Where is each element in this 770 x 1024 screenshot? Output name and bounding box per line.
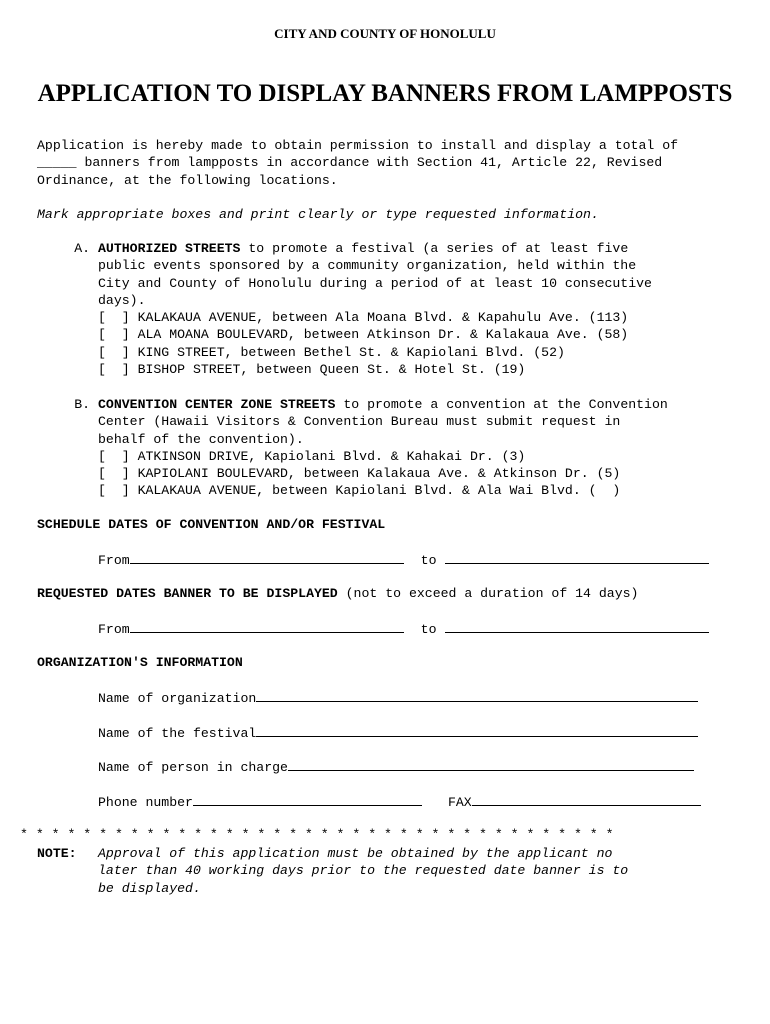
checkbox-kapiolani-boulevard[interactable]: [ ] KAPIOLANI BOULEVARD, between Kalakaua Ave. & Atkinson Dr. (5) — [98, 466, 621, 482]
to-label: to — [420, 553, 437, 568]
festival-name-field[interactable] — [256, 724, 698, 737]
phone-fax-row — [98, 793, 701, 811]
section-a-text: days). — [98, 292, 146, 308]
note-text: Approval of this application must be obtained by the applicant no — [98, 846, 613, 861]
festival-name-label: Name of the festival — [98, 726, 257, 741]
star-divider: * * * * * * * * * * * * * * * * * * * * * * * * * * * * * * * * * * * * * * — [20, 827, 614, 842]
section-a-letter: A. — [74, 241, 91, 256]
section-a-text: to promote a festival (a series of at least five — [240, 241, 629, 256]
requested-dates-fields — [98, 620, 709, 638]
schedule-dates-row — [98, 551, 709, 569]
schedule-heading: SCHEDULE DATES OF CONVENTION AND/OR FESTIVAL — [37, 517, 386, 532]
note-block — [37, 845, 628, 897]
form-title: APPLICATION TO DISPLAY BANNERS FROM LAMPPOSTS — [37, 80, 733, 107]
person-field[interactable] — [288, 758, 694, 771]
org-name-field[interactable] — [256, 689, 698, 702]
person-row — [98, 758, 694, 776]
note-text: later than 40 working days prior to the requested date banner is to — [98, 863, 629, 879]
org-name-label: Name of organization — [98, 691, 257, 706]
schedule-from-field[interactable] — [130, 551, 404, 564]
section-b-text: behalf of the convention). — [98, 431, 304, 447]
requested-heading: REQUESTED DATES BANNER TO BE DISPLAYED — [37, 586, 338, 601]
instructions: Mark appropriate boxes and print clearly or type requested information. — [37, 207, 599, 222]
from-label: From — [98, 553, 130, 568]
section-a-text: public events sponsored by a community organization, held within the — [98, 258, 637, 274]
org-name-row — [98, 689, 698, 707]
organization-heading: ORGANIZATION'S INFORMATION — [37, 655, 243, 670]
checkbox-kalakaua-avenue[interactable]: [ ] KALAKAUA AVENUE, between Ala Moana Blvd. & Kapahulu Ave. (113) — [98, 310, 629, 326]
agency-name: CITY AND COUNTY OF HONOLULU — [274, 26, 496, 41]
to-label: to — [420, 622, 437, 637]
section-a-heading: AUTHORIZED STREETS — [98, 241, 241, 256]
note-text: be displayed. — [98, 880, 201, 896]
person-label: Name of person in charge — [98, 760, 288, 775]
checkbox-bishop-street[interactable]: [ ] BISHOP STREET, between Queen St. & Hotel St. (19) — [98, 362, 526, 378]
section-b-text: to promote a convention at the Convention — [335, 397, 668, 412]
section-b-heading: CONVENTION CENTER ZONE STREETS — [98, 397, 336, 412]
schedule-to-field[interactable] — [445, 551, 709, 564]
intro-line: _____ banners from lampposts in accordance with Section 41, Article 22, Revised — [37, 155, 663, 171]
checkbox-king-street[interactable]: [ ] KING STREET, between Bethel St. & Kapiolani Blvd. (52) — [98, 344, 565, 360]
requested-to-field[interactable] — [445, 620, 709, 633]
intro-line: Ordinance, at the following locations. — [37, 172, 338, 188]
intro-paragraph — [37, 137, 678, 189]
requested-dates-row — [37, 585, 638, 602]
from-label: From — [98, 622, 130, 637]
requested-note: (not to exceed a duration of 14 days) — [337, 586, 639, 601]
phone-label: Phone number — [98, 795, 193, 810]
section-b-letter: B. — [74, 397, 91, 412]
checkbox-atkinson-drive[interactable]: [ ] ATKINSON DRIVE, Kapiolani Blvd. & Kahakai Dr. (3) — [98, 448, 526, 464]
section-b — [37, 396, 668, 500]
fax-label: FAX — [447, 795, 472, 810]
fax-field[interactable] — [472, 793, 701, 806]
festival-name-row — [98, 724, 698, 742]
checkbox-ala-moana-boulevard[interactable]: [ ] ALA MOANA BOULEVARD, between Atkinson Dr. & Kalakaua Ave. (58) — [98, 327, 629, 343]
section-a-text: City and County of Honolulu during a period of at least 10 consecutive — [98, 275, 652, 291]
section-b-text: Center (Hawaii Visitors & Convention Bureau must submit request in — [98, 414, 621, 430]
note-label: NOTE: — [37, 846, 77, 861]
section-a — [37, 240, 652, 378]
checkbox-kalakaua-avenue-convention[interactable]: [ ] KALAKAUA AVENUE, between Kapiolani Blvd. & Ala Wai Blvd. ( ) — [98, 483, 621, 499]
intro-line: Application is hereby made to obtain permission to install and display a total of — [37, 138, 679, 153]
phone-field[interactable] — [193, 793, 422, 806]
requested-from-field[interactable] — [130, 620, 404, 633]
